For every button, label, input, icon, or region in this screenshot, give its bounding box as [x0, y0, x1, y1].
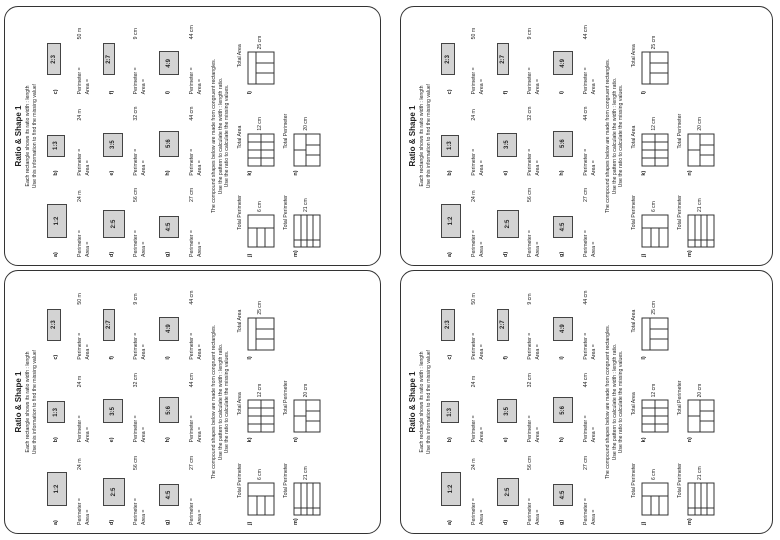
rectangle-item: d) 2:5 Perimeter = Area = 56 cm [493, 443, 549, 526]
worksheet-instructions: Each rectangle shows its ratio width : length Use this information to find the missing value! [418, 349, 431, 455]
rectangle-item: c) 2:3 Perimeter = Area = 50 m [437, 14, 493, 95]
compound-shape-diagram [246, 482, 274, 516]
rectangle-item: g) 4:5 Perimeter = Area = 27 cm [549, 443, 605, 526]
rectangle-item: c) 2:3 Perimeter = Area = 50 m [43, 14, 99, 95]
worksheet-title: Ratio & Shape 1 [13, 105, 23, 167]
compound-shape-j: j) Total Perimeter 6 cm [234, 177, 280, 258]
compound-shape-j: j) Total Perimeter 6 cm [628, 177, 674, 258]
compound-shapes [628, 278, 720, 526]
ratio-rectangle: 2:5 [103, 210, 125, 238]
rectangle-item: g) 4:5 Perimeter = Area = 27 cm [155, 443, 211, 526]
compound-shape-k: k) Total Area 12 cm [628, 95, 674, 176]
ratio-rectangle: 1:3 [47, 135, 65, 157]
ratio-rectangle: 2:7 [103, 309, 115, 341]
rectangle-item: f) 2:7 Perimeter = Area = 9 cm [99, 14, 155, 95]
ratio-rectangle: 1:3 [441, 135, 459, 157]
rectangle-item: f) 2:7 Perimeter = Area = 9 cm [493, 14, 549, 95]
compound-shapes [628, 14, 720, 258]
worksheet-title: Ratio & Shape 1 [13, 371, 23, 433]
compound-instructions: The compound shapes below are made from congruent rectangles. Use the pattern to calculate the width : length ratio. Use the ratio to calculate the missing values. [210, 324, 230, 480]
compound-instructions: The compound shapes below are made from congruent rectangles. Use the pattern to calculate the width : length ratio. Use the ratio to calculate the missing values. [604, 324, 624, 480]
worksheet-card-3 [4, 270, 381, 534]
rectangle-item: b) 1:3 Perimeter = Area = 24 m [43, 361, 99, 444]
compound-shape-diagram [686, 214, 714, 248]
ratio-rectangle: 1:2 [441, 472, 461, 506]
rectangle-item: i) 4:9 Perimeter = Area = 44 cm [549, 278, 605, 361]
compound-shape-diagram [246, 317, 274, 351]
rectangle-item: d) 2:5 Perimeter = Area = 56 cm [493, 177, 549, 258]
rectangle-item: d) 2:5 Perimeter = Area = 56 cm [99, 443, 155, 526]
ratio-rectangle: 4:5 [159, 216, 179, 238]
rectangle-item: b) 1:3 Perimeter = Area = 24 m [43, 95, 99, 176]
rectangle-item: h) 5:6 Perimeter = Area = 44 cm [549, 95, 605, 176]
worksheet-card-2 [400, 6, 773, 266]
compound-shape-k: k) Total Area 12 cm [234, 361, 280, 444]
ratio-rectangle: 2:3 [441, 43, 455, 75]
worksheet-title: Ratio & Shape 1 [407, 105, 417, 167]
rectangle-item: a) 1:2 Perimeter = Area = 24 m [437, 443, 493, 526]
ratio-rectangle: 3:5 [103, 399, 123, 423]
rectangle-item: e) 3:5 Perimeter = Area = 32 cm [99, 361, 155, 444]
ratio-rectangle: 2:3 [47, 309, 61, 341]
compound-shape-l: l) Total Area 25 cm [234, 278, 280, 361]
ratio-rectangle: 2:3 [47, 43, 61, 75]
compound-shape-diagram [686, 399, 714, 433]
rectangle-item: f) 2:7 Perimeter = Area = 9 cm [99, 278, 155, 361]
rectangle-item: a) 1:2 Perimeter = Area = 24 m [43, 443, 99, 526]
rectangle-grid [43, 278, 211, 526]
ratio-rectangle: 2:5 [497, 210, 519, 238]
ratio-rectangle: 5:6 [159, 397, 179, 423]
compound-shapes [234, 14, 326, 258]
compound-shape-diagram [246, 51, 274, 85]
compound-shape-diagram [292, 214, 320, 248]
rectangle-item: a) 1:2 Perimeter = Area = 24 m [43, 177, 99, 258]
ratio-rectangle: 1:3 [441, 401, 459, 423]
rectangle-item: e) 3:5 Perimeter = Area = 32 cm [99, 95, 155, 176]
compound-shape-j: j) Total Perimeter 6 cm [234, 443, 280, 526]
rectangle-item: c) 2:3 Perimeter = Area = 50 m [437, 278, 493, 361]
compound-shape-diagram [686, 482, 714, 516]
compound-shape-diagram [640, 214, 668, 248]
worksheet-title: Ratio & Shape 1 [407, 371, 417, 433]
compound-shape-diagram [292, 133, 320, 167]
compound-shape-m: m) Total Perimeter 21 cm [280, 443, 326, 526]
ratio-rectangle: 1:2 [47, 472, 67, 506]
worksheet-instructions: Each rectangle shows its ratio width : length Use this information to find the missing value! [24, 349, 37, 455]
worksheet-sheet [9, 274, 377, 530]
compound-shape-diagram [640, 51, 668, 85]
ratio-rectangle: 4:9 [553, 317, 573, 341]
ratio-rectangle: 4:9 [159, 317, 179, 341]
compound-shape-k: k) Total Area 12 cm [628, 361, 674, 444]
ratio-rectangle: 5:6 [159, 131, 179, 157]
compound-shape-diagram [292, 482, 320, 516]
rectangle-grid [437, 278, 605, 526]
worksheet-sheet [9, 10, 377, 262]
rectangle-item: b) 1:3 Perimeter = Area = 24 m [437, 95, 493, 176]
ratio-rectangle: 2:7 [497, 43, 509, 75]
rectangle-item: g) 4:5 Perimeter = Area = 27 cm [155, 177, 211, 258]
rectangle-item: i) 4:9 Perimeter = Area = 44 cm [155, 14, 211, 95]
ratio-rectangle: 1:2 [441, 204, 461, 238]
rectangle-item: b) 1:3 Perimeter = Area = 24 m [437, 361, 493, 444]
compound-shape-k: k) Total Area 12 cm [234, 95, 280, 176]
rectangle-item: e) 3:5 Perimeter = Area = 32 cm [493, 361, 549, 444]
ratio-rectangle: 2:5 [103, 478, 125, 506]
ratio-rectangle: 4:9 [159, 51, 179, 75]
ratio-rectangle: 2:5 [497, 478, 519, 506]
rectangle-item: d) 2:5 Perimeter = Area = 56 cm [99, 177, 155, 258]
compound-shape-m: m) Total Perimeter 21 cm [674, 177, 720, 258]
rectangle-item: i) 4:9 Perimeter = Area = 44 cm [549, 14, 605, 95]
ratio-rectangle: 3:5 [497, 133, 517, 157]
compound-shape-diagram [246, 133, 274, 167]
worksheet-card-1 [4, 6, 381, 266]
compound-shape-diagram [640, 317, 668, 351]
ratio-rectangle: 2:7 [103, 43, 115, 75]
ratio-rectangle: 1:3 [47, 401, 65, 423]
compound-shape-diagram [640, 399, 668, 433]
ratio-rectangle: 3:5 [103, 133, 123, 157]
compound-shape-n: n) Total Perimeter 20 cm [280, 361, 326, 444]
ratio-rectangle: 5:6 [553, 397, 573, 423]
compound-shape-l: l) Total Area 25 cm [628, 278, 674, 361]
rectangle-item: i) 4:9 Perimeter = Area = 44 cm [155, 278, 211, 361]
compound-shape-diagram [640, 482, 668, 516]
compound-shapes [234, 278, 326, 526]
ratio-rectangle: 2:3 [441, 309, 455, 341]
compound-shape-diagram [246, 399, 274, 433]
rectangle-item: f) 2:7 Perimeter = Area = 9 cm [493, 278, 549, 361]
rectangle-grid [437, 14, 605, 258]
compound-shape-diagram [686, 133, 714, 167]
compound-instructions: The compound shapes below are made from congruent rectangles. Use the pattern to calculate the width : length ratio. Use the ratio to calculate the missing values. [210, 58, 230, 214]
compound-shape-m: m) Total Perimeter 21 cm [674, 443, 720, 526]
compound-shape-n: n) Total Perimeter 20 cm [280, 95, 326, 176]
rectangle-item: e) 3:5 Perimeter = Area = 32 cm [493, 95, 549, 176]
compound-shape-m: m) Total Perimeter 21 cm [280, 177, 326, 258]
rectangle-item: h) 5:6 Perimeter = Area = 44 cm [155, 95, 211, 176]
ratio-rectangle: 3:5 [497, 399, 517, 423]
rectangle-item: h) 5:6 Perimeter = Area = 44 cm [155, 361, 211, 444]
worksheet-sheet [403, 274, 771, 530]
compound-shape-diagram [292, 399, 320, 433]
compound-shape-diagram [640, 133, 668, 167]
ratio-rectangle: 2:7 [497, 309, 509, 341]
worksheet-card-4 [400, 270, 773, 534]
compound-shape-j: j) Total Perimeter 6 cm [628, 443, 674, 526]
ratio-rectangle: 1:2 [47, 204, 67, 238]
worksheet-instructions: Each rectangle shows its ratio width : length Use this information to find the missing value! [418, 83, 431, 189]
compound-shape-diagram [246, 214, 274, 248]
rectangle-item: c) 2:3 Perimeter = Area = 50 m [43, 278, 99, 361]
compound-shape-n: n) Total Perimeter 20 cm [674, 361, 720, 444]
ratio-rectangle: 4:5 [553, 484, 573, 506]
rectangle-grid [43, 14, 211, 258]
ratio-rectangle: 4:5 [159, 484, 179, 506]
compound-shape-l: l) Total Area 25 cm [628, 14, 674, 95]
compound-shape-n: n) Total Perimeter 20 cm [674, 95, 720, 176]
compound-shape-l: l) Total Area 25 cm [234, 14, 280, 95]
ratio-rectangle: 4:5 [553, 216, 573, 238]
rectangle-item: h) 5:6 Perimeter = Area = 44 cm [549, 361, 605, 444]
compound-instructions: The compound shapes below are made from congruent rectangles. Use the pattern to calculate the width : length ratio. Use the ratio to calculate the missing values. [604, 58, 624, 214]
ratio-rectangle: 5:6 [553, 131, 573, 157]
worksheet-instructions: Each rectangle shows its ratio width : length Use this information to find the missing value! [24, 83, 37, 189]
rectangle-item: g) 4:5 Perimeter = Area = 27 cm [549, 177, 605, 258]
worksheet-sheet [403, 10, 771, 262]
ratio-rectangle: 4:9 [553, 51, 573, 75]
rectangle-item: a) 1:2 Perimeter = Area = 24 m [437, 177, 493, 258]
